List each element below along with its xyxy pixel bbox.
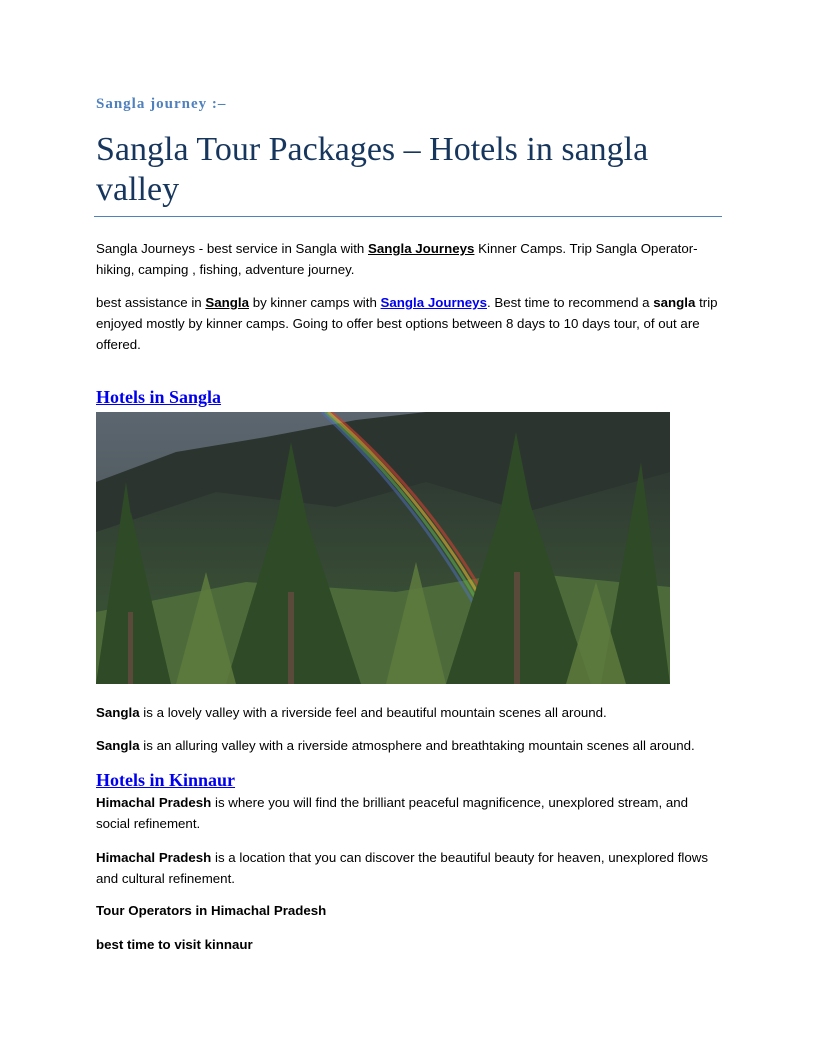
document-subtitle: Sangla journey :– <box>96 96 227 112</box>
sangla-text: is an alluring valley with a riverside atmosphere and breathtaking mountain scenes all around. <box>139 738 695 753</box>
kinnaur-paragraph-2 <box>96 847 722 889</box>
intro-text: best assistance in <box>96 295 206 310</box>
intro-text: Sangla Journeys - best service in Sangla with <box>96 241 368 256</box>
kinnaur-text: is where you will find the brilliant peaceful magnificence, unexplored stream, and social refinement. <box>96 795 689 831</box>
intro-paragraph-1 <box>96 238 722 280</box>
bold-sangla: sangla <box>653 295 696 310</box>
page-title: Sangla Tour Packages – Hotels in sangla valley <box>96 131 649 208</box>
sangla-paragraph-1 <box>96 702 722 723</box>
hotels-in-kinnaur-heading-link[interactable]: Hotels in Kinnaur <box>96 770 236 790</box>
intro-text: Kinner Camps. Trip Sangla Operator-hiking, camping , fishing, adventure journey. <box>96 241 698 277</box>
sangla-link[interactable]: Sangla <box>205 295 249 310</box>
sangla-paragraph-2 <box>96 735 722 756</box>
sangla-text: is a lovely valley with a riverside feel and beautiful mountain scenes all around. <box>139 705 607 720</box>
bold-sangla: Sangla <box>96 705 140 720</box>
intro-text: . Best time to recommend a <box>486 295 654 310</box>
tour-operators-line: Tour Operators in Himachal Pradesh <box>96 903 327 918</box>
bold-himachal: Himachal Pradesh <box>96 795 212 810</box>
bold-himachal: Himachal Pradesh <box>96 850 212 865</box>
bold-sangla: Sangla <box>96 738 140 753</box>
intro-text: trip enjoyed mostly by kinner camps. Going to offer best options between 8 days to 10 days tour, of out are offered. <box>96 295 718 352</box>
best-time-line: best time to visit kinnaur <box>96 937 253 952</box>
kinnaur-text: is a location that you can discover the beautiful beauty for heaven, unexplored flows and cultural refinement. <box>96 850 709 886</box>
intro-paragraph-2 <box>96 292 722 355</box>
intro-text: by kinner camps with <box>249 295 381 310</box>
kinnaur-paragraph-1 <box>96 792 722 834</box>
sangla-journeys-link[interactable]: Sangla Journeys <box>368 241 475 256</box>
sangla-valley-photo <box>96 412 670 684</box>
title-divider <box>94 216 722 217</box>
sangla-journeys-link-blue[interactable]: Sangla Journeys <box>380 295 487 310</box>
hotels-in-sangla-heading-link[interactable]: Hotels in Sangla <box>96 387 222 407</box>
